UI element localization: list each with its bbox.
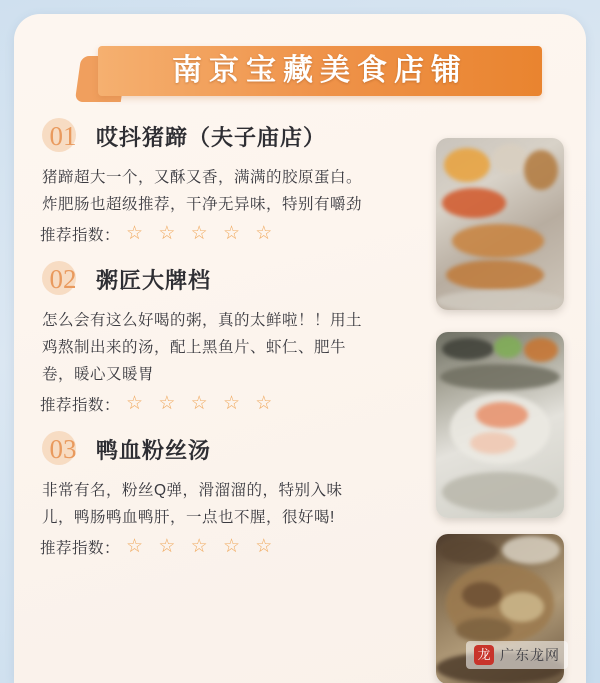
- entry-number-badge: [40, 116, 86, 156]
- entry-number: 03: [49, 433, 77, 464]
- entry-photo: [436, 332, 564, 518]
- watermark: [466, 641, 568, 669]
- rating-label: 推荐指数：: [40, 539, 121, 557]
- entry-title: 哎抖猪蹄（夫子庙店）: [96, 124, 327, 150]
- watermark-text: 广东龙网: [500, 649, 560, 664]
- entry-body: 非常有名，粉丝Q弹，滑溜溜的，特别入味儿，鸭肠鸭血鸭肝，一点也不腥，很好喝!: [42, 482, 343, 526]
- content-card: [14, 14, 586, 683]
- photo-image: [436, 332, 564, 518]
- photo-image: [436, 138, 564, 310]
- entry-number: 01: [49, 120, 77, 151]
- entry-number-badge: [40, 429, 86, 469]
- star-rating: ☆ ☆ ☆ ☆ ☆: [126, 393, 278, 414]
- entry-body: 怎么会有这么好喝的粥，真的太鲜啦！！用土鸡熬制出来的汤，配上黑鱼片、虾仁、肥牛卷，暖心又暖胃: [42, 312, 363, 383]
- entry-number: 02: [49, 263, 77, 294]
- rating-label: 推荐指数：: [40, 396, 121, 414]
- entry-body: 猪蹄超大一个，又酥又香，满满的胶原蛋白。炸肥肠也超级推荐，干净无异味，特别有嚼劲: [42, 169, 363, 213]
- entry-number-badge: [40, 259, 86, 299]
- entry-title: 粥匠大牌档: [96, 267, 212, 293]
- page-title: 南京宝藏美食店铺: [172, 54, 468, 87]
- star-rating: ☆ ☆ ☆ ☆ ☆: [126, 536, 278, 557]
- rating-label: 推荐指数：: [40, 226, 121, 244]
- entry-title: 鸭血粉丝汤: [96, 437, 212, 463]
- title-banner: [40, 46, 560, 102]
- star-rating: ☆ ☆ ☆ ☆ ☆: [126, 223, 278, 244]
- entry-photo: [436, 138, 564, 310]
- watermark-logo-icon: 龙: [474, 645, 494, 665]
